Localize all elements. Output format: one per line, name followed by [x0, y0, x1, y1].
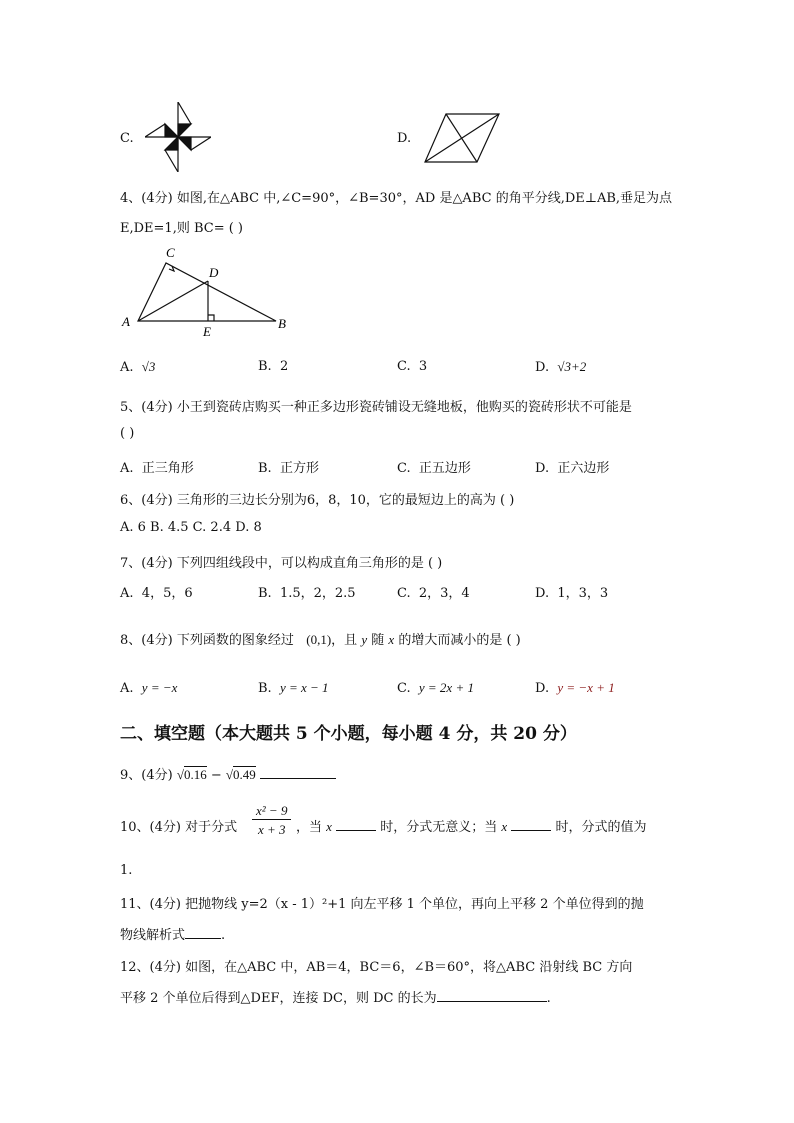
- q8-text: 8、(4分) 下列函数的图象经过 (0,1)，且 y 随 x 的增大而减小的是 ( ): [120, 632, 521, 648]
- q5-option-d: D. 正六边形: [535, 461, 610, 476]
- q8-option-c: C. y = 2x + 1: [397, 680, 474, 696]
- section2-heading: 二、填空题（本大题共 5 个小题，每小题 4 分，共 20 分）: [120, 724, 577, 744]
- q8-option-a: A. y = −x: [120, 680, 178, 696]
- q10-answer-blank-1[interactable]: [336, 818, 376, 831]
- q8-option-b: B. y = x − 1: [258, 680, 329, 696]
- q6-options: A. 6 B. 4.5 C. 2.4 D. 8: [120, 520, 262, 535]
- q12-text-line1: 12、(4分) 如图，在△ABC 中，AB＝4，BC＝6，∠B＝60°，将△ABC 沿射线 BC 方向: [120, 960, 633, 975]
- q11-text-line2: 物线解析式 .: [120, 928, 226, 943]
- label-e: E: [203, 324, 211, 339]
- q4-text-line2: E,DE=1,则 BC= ( ): [120, 221, 244, 236]
- q9-text: 9、(4分) √0.16 − √0.49: [120, 764, 336, 783]
- q5-option-c: C. 正五边形: [397, 461, 471, 476]
- q9-answer-blank[interactable]: [260, 766, 336, 779]
- q11-answer-blank[interactable]: [185, 926, 221, 939]
- q7-option-d: D. 1，3，3: [535, 586, 609, 601]
- q10-text-line2: 1.: [120, 863, 133, 878]
- q4-option-a: A. √3: [120, 359, 156, 375]
- q10-text: 10、(4分) 对于分式: [120, 820, 238, 835]
- q12-answer-blank[interactable]: [437, 989, 547, 1002]
- q4-option-b: B. 2: [258, 359, 289, 374]
- label-d: D: [209, 265, 219, 280]
- q3-option-c-label: C.: [120, 131, 134, 146]
- q7-text: 7、(4分) 下列四组线段中，可以构成直角三角形的是 ( ): [120, 556, 443, 571]
- label-a: A: [122, 314, 130, 329]
- q10-text-rest: ，当 x 时，分式无意义；当 x 时，分式的值为: [296, 819, 647, 835]
- q5-text-line1: 5、(4分) 小王到瓷砖店购买一种正多边形瓷砖铺设无缝地板，他购买的瓷砖形状不可能是: [120, 400, 632, 415]
- q12-text-line2: 平移 2 个单位后得到△DEF，连接 DC，则 DC 的长为 .: [120, 991, 551, 1006]
- q6-text: 6、(4分) 三角形的三边长分别为6，8，10，它的最短边上的高为 ( ): [120, 493, 515, 508]
- q7-option-a: A. 4，5，6: [120, 586, 193, 601]
- q7-option-b: B. 1.5，2，2.5: [258, 586, 356, 601]
- q5-option-a: A. 正三角形: [120, 461, 194, 476]
- q11-text-line1: 11、(4分) 把抛物线 y=2（x - 1）²+1 向左平移 1 个单位，再向上平移 2 个单位得到的抛: [120, 897, 644, 912]
- q7-option-c: C. 2，3，4: [397, 586, 470, 601]
- label-c: C: [166, 245, 175, 260]
- q4-option-c: C. 3: [397, 359, 428, 374]
- q5-text-line2: ( ): [120, 426, 135, 441]
- q4-text-line1: 4、(4分) 如图,在△ABC 中,∠C=90°，∠B=30°，AD 是△ABC 的角平分线,DE⊥AB,垂足为点: [120, 191, 673, 206]
- triangle-abc-figure: [118, 244, 298, 340]
- pinwheel-figure: [145, 102, 211, 172]
- q10-fraction: x² − 9 x + 3: [252, 803, 291, 838]
- q5-option-b: B. 正方形: [258, 461, 319, 476]
- label-b: B: [278, 316, 286, 331]
- q4-option-d: D. √3+2: [535, 359, 587, 375]
- q8-option-d: D. y = −x + 1: [535, 680, 615, 696]
- q10-answer-blank-2[interactable]: [511, 818, 551, 831]
- q3-option-d-label: D.: [397, 131, 412, 146]
- rhombus-figure: [424, 113, 500, 163]
